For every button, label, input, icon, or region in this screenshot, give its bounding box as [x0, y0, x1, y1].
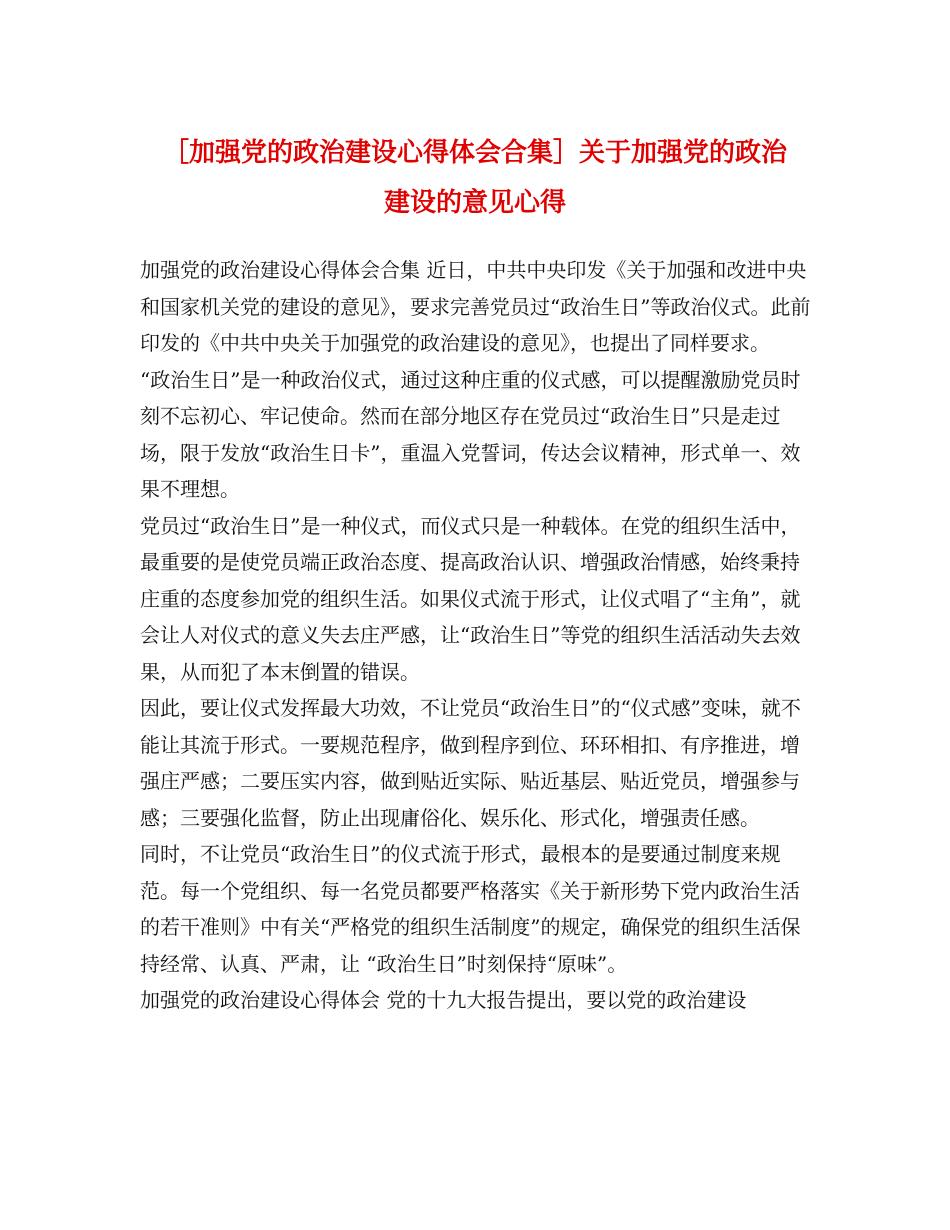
document-body	[140, 252, 815, 1019]
body-paragraph-3: 党员过“政治生日”是一种仪式，而仪式只是一种载体。在党的组织生活中，最重要的是使党员端正政治态度、提高政治认识、增强政治情感，始终秉持庄重的态度参加党的组织生活。如果仪式流于形式，让仪式唱了“主角”，就会让人对仪式的意义失去庄严感，让“政治生日”等党的组织生活活动失去效果，从而犯了本末倒置的错误。	[140, 513, 801, 684]
body-paragraph-1: 加强党的政治建设心得体会合集 近日，中共中央印发《关于加强和改进中央和国家机关党的建设的意见》，要求完善党员过“政治生日”等政治仪式。此前印发的《中共中央关于加强党的政治建设的意见》，也提出了同样要求。	[140, 258, 811, 355]
document-title-line-1: ［加强党的政治建设心得体会合集］关于加强党的政治	[162, 138, 787, 168]
body-paragraph-6: 加强党的政治建设心得体会 党的十九大报告提出，要以党的政治建设	[140, 988, 747, 1012]
body-paragraph-2: “政治生日”是一种政治仪式，通过这种庄重的仪式感，可以提醒激励党员时刻不忘初心、牢记使命。然而在部分地区存在党员过“政治生日”只是走过场，限于发放“政治生日卡”，重温入党誓词，传达会议精神，形式单一、效果不理想。	[140, 367, 801, 501]
document-title-line-2: 建设的意见心得	[383, 188, 566, 218]
body-paragraph-5: 同时，不让党员“政治生日”的仪式流于形式，最根本的是要通过制度来规范。每一个党组织、每一名党员都要严格落实《关于新形势下党内政治生活的若干准则》中有关“严格党的组织生活制度”的规定，确保党的组织生活保持经常、认真、严肃，让 “政治生日”时刻保持“原味”。	[140, 842, 801, 976]
document-title	[130, 128, 820, 228]
body-paragraph-4: 因此，要让仪式发挥最大功效，不让党员“政治生日”的“仪式感”变味，就不能让其流于形式。一要规范程序，做到程序到位、环环相扣、有序推进，增强庄严感；二要压实内容，做到贴近实际、贴近基层、贴近党员，增强参与感；三要强化监督，防止出现庸俗化、娱乐化、形式化，增强责任感。	[140, 696, 801, 830]
